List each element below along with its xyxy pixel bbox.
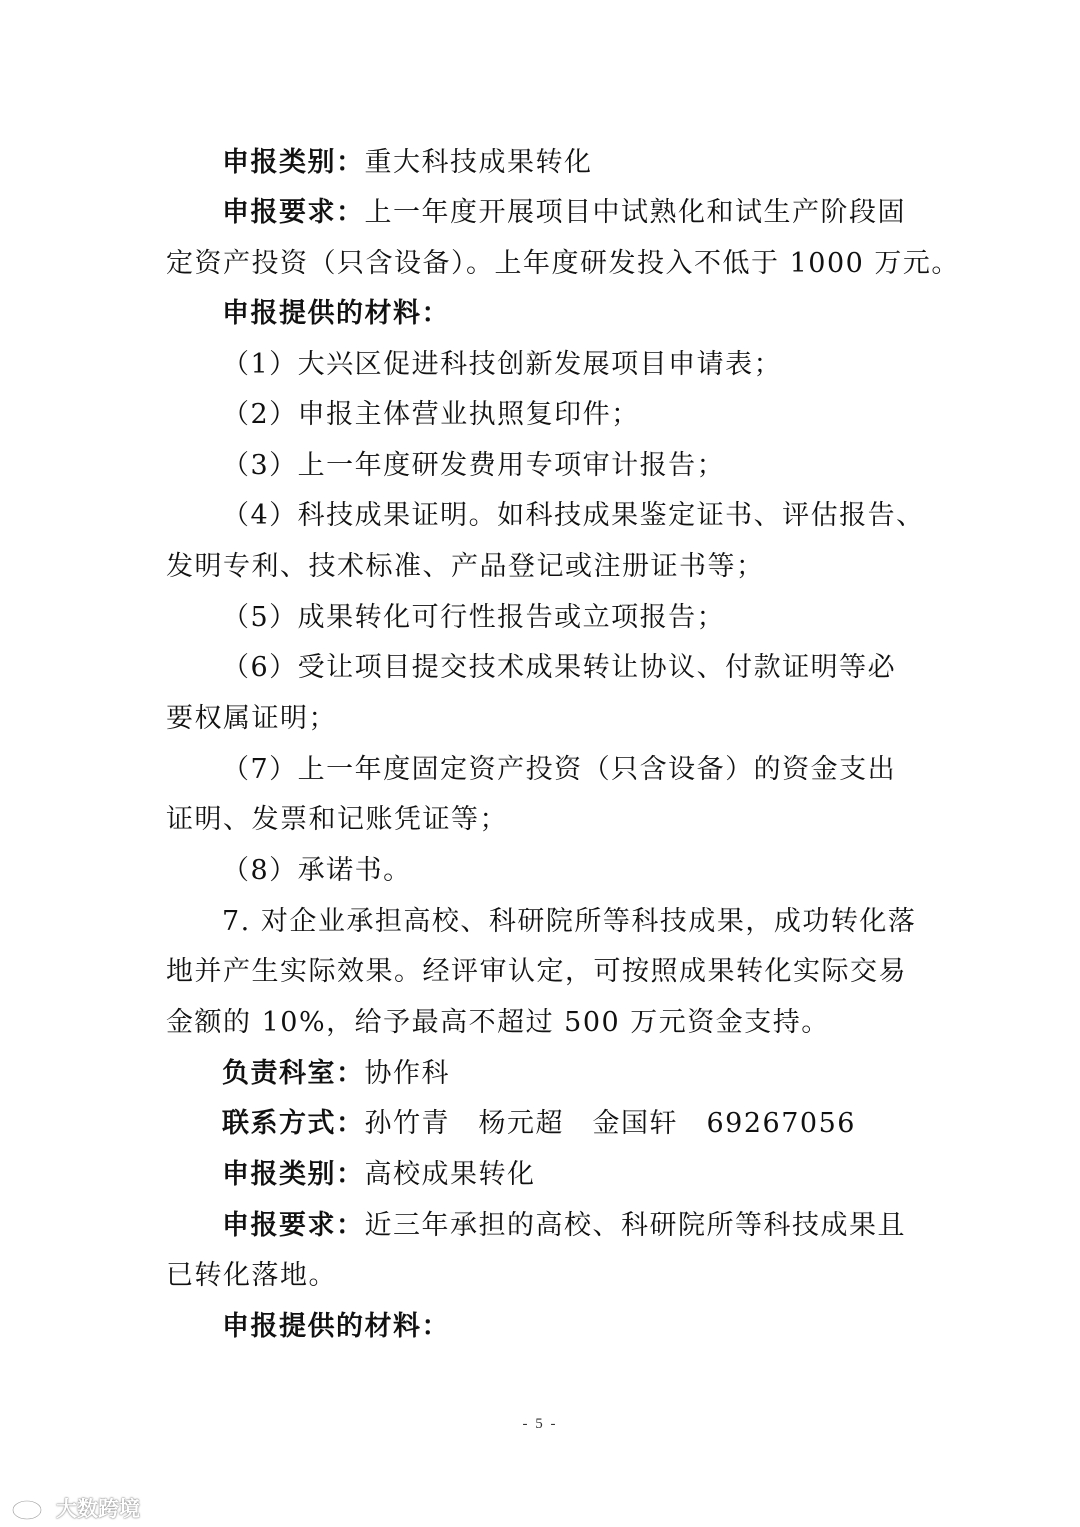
department-value: 协作科 [364, 1058, 450, 1089]
requirement-label-2: 申报要求： [222, 1210, 365, 1241]
category-line-2 [222, 1158, 922, 1192]
material-item-5: （5）成果转化可行性报告或立项报告； [222, 602, 726, 633]
contact-value: 孙竹青 杨元超 金国轩 69267056 [364, 1108, 856, 1139]
weibo-logo-icon [10, 1495, 50, 1521]
department-label: 负责科室： [222, 1058, 365, 1089]
material-item-3: （3）上一年度研发费用专项审计报告； [222, 450, 726, 481]
material-item-4-continuation: 发明专利、技术标准、产品登记或注册证书等； [166, 551, 765, 582]
clause-7-line-1: 7. 对企业承担高校、科研院所等科技成果，成功转化落 [222, 906, 917, 937]
materials-heading-2: 申报提供的材料： [222, 1311, 450, 1342]
watermark-text: 大数跨境 [56, 1497, 140, 1521]
contact-line [222, 1107, 922, 1141]
material-item-8: （8）承诺书。 [222, 855, 412, 886]
watermark [10, 1493, 140, 1523]
material-item-6-continuation: 要权属证明； [166, 703, 337, 734]
requirement-line-1 [222, 196, 922, 230]
requirement-continuation: 定资产投资（只含设备）。上年度研发投入不低于 1000 万元。 [166, 248, 960, 279]
page-number: - 5 - [522, 1416, 558, 1432]
requirement-label: 申报要求： [222, 197, 365, 228]
category-label-2: 申报类别： [222, 1159, 365, 1190]
requirement-text-2: 近三年承担的高校、科研院所等科技成果且 [364, 1210, 906, 1241]
clause-7-line-3: 金额的 10%，给予最高不超过 500 万元资金支持。 [166, 1007, 830, 1038]
category-line-1 [222, 146, 922, 180]
category-value-2: 高校成果转化 [364, 1159, 536, 1190]
material-item-4: （4）科技成果证明。如科技成果鉴定证书、评估报告、 [222, 500, 925, 531]
material-item-1: （1）大兴区促进科技创新发展项目申请表； [222, 349, 783, 380]
requirement-text: 上一年度开展项目中试熟化和试生产阶段固 [364, 197, 906, 228]
materials-heading-1: 申报提供的材料： [222, 298, 450, 329]
material-item-7-continuation: 证明、发票和记账凭证等； [166, 804, 508, 835]
requirement-line-2 [222, 1209, 922, 1243]
department-line [222, 1057, 922, 1091]
material-item-6: （6）受让项目提交技术成果转让协议、付款证明等必 [222, 652, 897, 683]
category-value: 重大科技成果转化 [364, 147, 593, 178]
category-label: 申报类别： [222, 147, 365, 178]
contact-label: 联系方式： [222, 1108, 365, 1139]
clause-7-line-2: 地并产生实际效果。经评审认定，可按照成果转化实际交易 [166, 956, 907, 987]
material-item-2: （2）申报主体营业执照复印件； [222, 399, 640, 430]
material-item-7: （7）上一年度固定资产投资（只含设备）的资金支出 [222, 754, 897, 785]
requirement-continuation-2: 已转化落地。 [166, 1260, 337, 1291]
